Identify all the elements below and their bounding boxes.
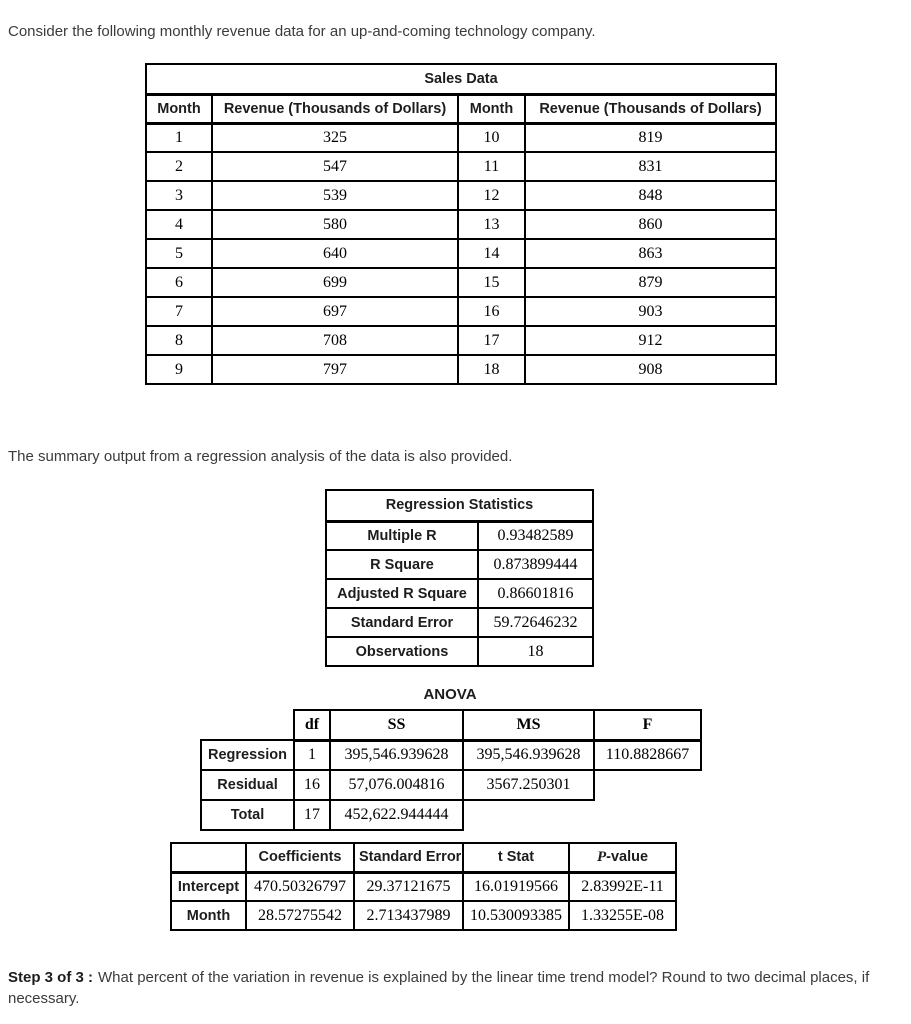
stat-label-multiple-r: Multiple R bbox=[326, 521, 478, 550]
table-cell: 13 bbox=[458, 210, 525, 239]
coefficients-header-coefficients: Coefficients bbox=[246, 843, 354, 872]
sales-table-title-row bbox=[146, 64, 776, 94]
column-header-month-1: Month bbox=[146, 94, 212, 123]
anova-header-df: df bbox=[294, 710, 330, 740]
sales-table-header-row bbox=[146, 94, 776, 123]
anova-corner-blank bbox=[201, 710, 294, 740]
anova-residual-df: 16 bbox=[294, 770, 330, 800]
table-cell: 6 bbox=[146, 268, 212, 297]
step-question bbox=[8, 967, 901, 1009]
row-label-residual: Residual bbox=[201, 770, 294, 800]
table-cell: 863 bbox=[525, 239, 776, 268]
table-cell: 9 bbox=[146, 355, 212, 384]
table-cell: 1 bbox=[146, 123, 212, 152]
table-cell: 539 bbox=[212, 181, 458, 210]
table-cell: 908 bbox=[525, 355, 776, 384]
table-cell: 547 bbox=[212, 152, 458, 181]
column-header-month-2: Month bbox=[458, 94, 525, 123]
coefficients-header-t-stat: t Stat bbox=[463, 843, 569, 872]
table-cell: 7 bbox=[146, 297, 212, 326]
coefficients-row-month bbox=[171, 901, 676, 930]
row-label-regression: Regression bbox=[201, 740, 294, 770]
table-row bbox=[326, 550, 593, 579]
table-cell: 17 bbox=[458, 326, 525, 355]
table-cell: 819 bbox=[525, 123, 776, 152]
table-row bbox=[146, 123, 776, 152]
table-cell: 912 bbox=[525, 326, 776, 355]
stat-label-r-square: R Square bbox=[326, 550, 478, 579]
month-standard-error: 2.713437989 bbox=[354, 901, 463, 930]
anova-regression-f: 110.8828667 bbox=[594, 740, 701, 770]
table-row bbox=[146, 181, 776, 210]
table-cell: 14 bbox=[458, 239, 525, 268]
intercept-p-value: 2.83992E-11 bbox=[569, 872, 676, 901]
stat-value-r-square: 0.873899444 bbox=[478, 550, 593, 579]
coefficients-header-standard-error: Standard Error bbox=[354, 843, 463, 872]
table-cell: 16 bbox=[458, 297, 525, 326]
row-label-total: Total bbox=[201, 800, 294, 830]
table-row bbox=[146, 210, 776, 239]
anova-heading: ANOVA bbox=[423, 686, 477, 703]
table-cell: 4 bbox=[146, 210, 212, 239]
sales-table-body bbox=[146, 123, 776, 384]
month-p-value: 1.33255E-08 bbox=[569, 901, 676, 930]
anova-residual-ms: 3567.250301 bbox=[463, 770, 594, 800]
stat-value-adjusted-r-square: 0.86601816 bbox=[478, 579, 593, 608]
anova-regression-ms: 395,546.939628 bbox=[463, 740, 594, 770]
table-row bbox=[146, 297, 776, 326]
coefficients-row-intercept bbox=[171, 872, 676, 901]
table-row bbox=[326, 579, 593, 608]
column-header-revenue-1: Revenue (Thousands of Dollars) bbox=[212, 94, 458, 123]
table-cell: 12 bbox=[458, 181, 525, 210]
table-cell: 697 bbox=[212, 297, 458, 326]
intercept-coefficient: 470.50326797 bbox=[246, 872, 354, 901]
anova-row-regression bbox=[201, 740, 701, 770]
regression-statistics-title: Regression Statistics bbox=[326, 490, 593, 521]
coefficients-header-row bbox=[171, 843, 676, 872]
table-cell: 640 bbox=[212, 239, 458, 268]
intro-text: Consider the following monthly revenue data for an up-and-coming technology company. bbox=[8, 23, 596, 40]
summary-text: The summary output from a regression analysis of the data is also provided. bbox=[8, 448, 513, 465]
column-header-revenue-2: Revenue (Thousands of Dollars) bbox=[525, 94, 776, 123]
table-cell: 831 bbox=[525, 152, 776, 181]
month-coefficient: 28.57275542 bbox=[246, 901, 354, 930]
month-t-stat: 10.530093385 bbox=[463, 901, 569, 930]
table-row bbox=[146, 326, 776, 355]
table-cell: 848 bbox=[525, 181, 776, 210]
anova-total-f-blank bbox=[594, 800, 701, 830]
anova-header-ms: MS bbox=[463, 710, 594, 740]
stat-value-observations: 18 bbox=[478, 637, 593, 666]
table-row bbox=[326, 521, 593, 550]
table-cell: 860 bbox=[525, 210, 776, 239]
regression-statistics-table bbox=[325, 489, 594, 667]
anova-table bbox=[200, 709, 702, 831]
table-cell: 8 bbox=[146, 326, 212, 355]
coefficients-header-p-value bbox=[569, 843, 676, 872]
anova-row-residual bbox=[201, 770, 701, 800]
sales-table-title: Sales Data bbox=[146, 64, 776, 94]
table-cell: 10 bbox=[458, 123, 525, 152]
table-row bbox=[146, 152, 776, 181]
regression-statistics-title-row bbox=[326, 490, 593, 521]
sales-data-table bbox=[145, 63, 777, 385]
p-value-italic-p: P bbox=[596, 848, 607, 865]
table-cell: 18 bbox=[458, 355, 525, 384]
table-cell: 325 bbox=[212, 123, 458, 152]
table-row bbox=[326, 608, 593, 637]
table-row bbox=[146, 268, 776, 297]
table-cell: 903 bbox=[525, 297, 776, 326]
anova-total-ss: 452,622.944444 bbox=[330, 800, 463, 830]
table-row bbox=[146, 239, 776, 268]
anova-row-total bbox=[201, 800, 701, 830]
table-cell: 797 bbox=[212, 355, 458, 384]
anova-residual-f-blank bbox=[594, 770, 701, 800]
intercept-standard-error: 29.37121675 bbox=[354, 872, 463, 901]
stat-value-multiple-r: 0.93482589 bbox=[478, 521, 593, 550]
anova-header-ss: SS bbox=[330, 710, 463, 740]
anova-residual-ss: 57,076.004816 bbox=[330, 770, 463, 800]
intercept-t-stat: 16.01919566 bbox=[463, 872, 569, 901]
anova-regression-df: 1 bbox=[294, 740, 330, 770]
anova-regression-ss: 395,546.939628 bbox=[330, 740, 463, 770]
row-label-intercept: Intercept bbox=[171, 872, 246, 901]
table-cell: 3 bbox=[146, 181, 212, 210]
table-cell: 5 bbox=[146, 239, 212, 268]
coefficients-table bbox=[170, 842, 677, 931]
table-cell: 699 bbox=[212, 268, 458, 297]
anova-header-f: F bbox=[594, 710, 701, 740]
anova-total-ms-blank bbox=[463, 800, 594, 830]
table-cell: 11 bbox=[458, 152, 525, 181]
stat-label-observations: Observations bbox=[326, 637, 478, 666]
step-label: Step 3 of 3 : bbox=[8, 969, 94, 986]
table-cell: 708 bbox=[212, 326, 458, 355]
table-row bbox=[146, 355, 776, 384]
table-cell: 879 bbox=[525, 268, 776, 297]
anova-total-df: 17 bbox=[294, 800, 330, 830]
coefficients-corner-blank bbox=[171, 843, 246, 872]
table-cell: 2 bbox=[146, 152, 212, 181]
stat-label-standard-error: Standard Error bbox=[326, 608, 478, 637]
table-row bbox=[326, 637, 593, 666]
table-cell: 15 bbox=[458, 268, 525, 297]
stat-value-standard-error: 59.72646232 bbox=[478, 608, 593, 637]
anova-header-row bbox=[201, 710, 701, 740]
stat-label-adjusted-r-square: Adjusted R Square bbox=[326, 579, 478, 608]
row-label-month: Month bbox=[171, 901, 246, 930]
p-value-rest: -value bbox=[606, 848, 649, 865]
table-cell: 580 bbox=[212, 210, 458, 239]
step-text: What percent of the variation in revenue is explained by the linear time trend model? Round to two decimal places, if necessary. bbox=[8, 969, 870, 1007]
